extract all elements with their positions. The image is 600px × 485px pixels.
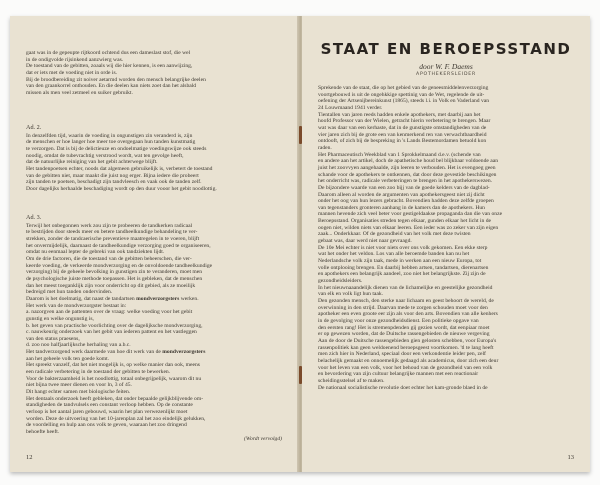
- text-line: aan het geheele volk ten goede komt.: [26, 355, 110, 362]
- text-line: schande voor de apothekers te ontkennen, dat door deze gevestide beschikingen: [318, 171, 497, 178]
- text-line: De nationaal socialistische revolutie doet echter het kam-gronde blaed in de: [318, 384, 488, 391]
- page-number-right: 13: [567, 454, 574, 461]
- article-byline: door W. F. Daems: [419, 62, 473, 71]
- section-heading-ad2: Ad. 2.: [26, 124, 42, 131]
- text-line: Sprekende van de staat, die op het gebied van de geneesmiddelenverzorging: [318, 85, 489, 91]
- text-line: worden. Deze de uitvoering van het 10-jarenplan zal het zoo eindelijk gelukken,: [26, 415, 206, 422]
- text-line: en bevordering van zijn cultuur belangrijke mannen met een reactionair: [318, 371, 479, 378]
- text-line: niet bijna twee meer dienen en voor ln, 3 of 45.: [26, 382, 132, 389]
- text-line: verloop is het aantal jaren gebouwd, waarin het plan verwezenlijkt moet: [26, 409, 188, 416]
- text-line: Tientallen van jaren reeds hadden enkele apothekers, met daarbij aan het: [318, 111, 481, 118]
- text-line: en andere aan het artikel, doch de apathetische houd bel blijkbaar voldoende aan: [318, 158, 499, 165]
- text-line: dan het meest toeganklijk zijn voor onderricht op dit gebied, als ze moeilijk: [26, 282, 196, 289]
- text-line: van de gebitten niet, maar maakt die juist nog erger. Bijna iedere die probeert: [26, 172, 199, 179]
- text-line: van den graankorrel onthouden. En die deelen kan niets zoet dan het alsbald: [26, 83, 197, 90]
- section-ad2: [26, 120, 282, 193]
- text-line: rassenpolitiek kan geen weldoenend beroepsgeest voortkomen. 'tl te lang heeft: [318, 344, 494, 351]
- text-line: noodig, omdat de tubevrachtig verstrood wordt, wat ten gevolge heeft,: [26, 152, 184, 159]
- text-line: wat was daar van een kerhaste, dat in de gunstigste omstandigheden van de: [318, 124, 487, 131]
- text-line: de psychologische juiste methode toepassen. Het is gebleken, dat de menschen: [26, 275, 203, 282]
- text-line: behoefte heeft.: [26, 429, 60, 435]
- article-body: [318, 85, 574, 391]
- text-line: De 10e Mei echter is niet voor niets over ons volk gekomen. Een ekke sterp: [318, 244, 488, 251]
- text-line: Aan de door de Duitsche rassengebieden gien gelosten schebben, voor Europa's: [318, 337, 497, 344]
- text-line: volle ontplooing brengen. En daarbij hebben artsen, tandartsen, dierenartsen: [318, 264, 489, 271]
- text-line: Het dentaals onderzoek heeft gebleken, dat onder bepaalde gelijkblijvende om-: [26, 395, 204, 402]
- text-line: Om de drie factoren, die de toestand van de gebitten beheerschen, die ver-: [26, 255, 192, 262]
- text-line: Terwijl het onbegonnen werk zou zijn te probeeren de tandkerken radicaal: [26, 222, 193, 229]
- text-line: van elk en volk ligt hun taak.: [318, 291, 384, 298]
- text-line: Daarom is het doelmatig, dat naast de tandartsen mondverzorgsters werken.: [26, 295, 199, 302]
- section-ad3: [26, 210, 282, 442]
- text-line: de voordelling en hulp aan ons volk te geven, waaraan het zoo dringend: [26, 422, 187, 429]
- text-line: Nederlandsche volk zijn taak, mede in werken aan een nieuw Europa, tot: [318, 258, 482, 265]
- text-line: verzorging) bij de geheele bevolking in gunstigen zin te veranderen, moet men: [26, 269, 203, 276]
- text-line: missen als men veel zetmeel en suiker gebruikt.: [26, 89, 133, 96]
- text-line: Het tandverzorgend werk daarmede van hoe dit werk van de mondverzorgsters: [26, 349, 206, 356]
- text-line: gezondheidsleiders.: [318, 278, 363, 285]
- text-line: Voor de bakterzaamheid is het noodlottig, totaal onbegrijpelijk, waarom dit nu: [26, 375, 202, 382]
- continued-note: (Wordt vervolgd): [244, 435, 282, 442]
- text-line: den eersten rang! Het is stremenpdenden gij gezien wordt, dat eenpiaar moet: [318, 324, 490, 331]
- text-line: belachelijk gemaakt en onnoemelijk gedaagd als academicus, door zich een deur: [318, 357, 499, 364]
- text-line: overwinning in den strijd. Daarvan mede te zorgen schouden moet voor den: [318, 304, 488, 311]
- text-line: voortgebouwd is uit de ongehkkige spettinig van de Wet, regelende de uit-: [318, 91, 485, 98]
- right-page: [302, 16, 590, 472]
- article-title: STAAT EN BEROEPSSTAND: [320, 40, 572, 58]
- left-page: [10, 16, 299, 472]
- text-line: in de ondigvolde rijsinkend aanzwierg was.: [26, 56, 124, 63]
- text-line: het onvermijdelijk, daarnaast de tandheelkundige verzorging goed te organiseeren,: [26, 242, 211, 249]
- text-line: keerde voeding, de verkeerde mondverzorging en de onvoldoende tandheelkundige: [26, 262, 213, 269]
- magazine-spread: [10, 16, 590, 472]
- text-line: In het nieuwnaaandelijk dienen van de lichamelijke en geestelijke gezondheid: [318, 284, 493, 291]
- text-line: strekken, zonder de tandcaerische preventieve maatregelen in te voeren, blijft: [26, 235, 200, 242]
- text-line: dat er iets met de voeding niet in orde is.: [26, 69, 118, 76]
- text-line: scheidingsstelsel af te maken.: [318, 377, 385, 384]
- text-line: gebaat was, daar werd niet naar gevraagd.: [318, 238, 412, 245]
- text-line: en apothekers een belangrijk aandeel, zoo niet het belangrijkste. Zij zijn de: [318, 271, 486, 278]
- text-line: te verzorgen. Dat is bij de delictieuze en ondoelmatige voedingswijze ook steeds: [26, 145, 207, 152]
- text-line: voor het leven van een volk, voor het behoud van de gezondheid van een volk: [318, 364, 493, 371]
- text-line: ontdooft, of zich bij de bespreking in 's Lands Bestemordamen betuold kon: [318, 138, 487, 145]
- text-line: gunstig en welke ongunstig is,: [26, 315, 94, 322]
- text-line: bedreigd met hun tanden ondervinden.: [26, 289, 113, 296]
- text-line: te bestrijden door steeds meer en betere tandheelkundige behandeling te ver-: [26, 229, 198, 236]
- text-line: een radicale verbetering in de toestand der gebitten te bewerken.: [26, 369, 171, 376]
- text-line: dat de natuurlijke reiniging van het gebit achterwege blijft.: [26, 159, 158, 166]
- text-line: gaat was in de gepeupte rijtkoord ochtend dus een dameslast stof, die wel: [26, 50, 191, 56]
- text-line: omdat nu eenmaal lepter de gebreki van ook tandziekten lijdt.: [26, 249, 165, 256]
- text-line: juist het zoovvyen aangehaalde, zijn leeren te verbouden. Het is evengoeg geen: [318, 164, 496, 171]
- text-line: Dit hangt echter samen met biologische feiten.: [26, 389, 131, 396]
- text-line: men zich hier in Nederland, speciaal door een verkondentie leider pen, zelf: [318, 351, 486, 358]
- text-line: oefening der Artsenijbereinkunst (1865), steeds l.i. in Volk en Vaderland van: [318, 98, 490, 105]
- text-line: a. nazorgven aan de pattenten over de vraag: welke voeding voor het gebit: [26, 309, 193, 316]
- text-line: apotheker een even groote eer zijn als voor den arts. Bovendien van alle kenhers: [318, 311, 498, 318]
- text-line: Den gezonden mensch, den sterke naar lichaam en geest behoort de wereld, de: [318, 298, 494, 304]
- section-heading-ad3: Ad. 3.: [26, 214, 42, 221]
- text-line: Beroepsstand. Organisaties streden tegen elkaar, gunden elkaar het licht in de: [318, 218, 492, 225]
- text-line: onder het oog van hun lezers gebracht. Bovendien hadden deze zelfde groepen: [318, 198, 494, 205]
- author-role: APOTHEKERSLEIDER: [416, 72, 476, 77]
- text-line: van tegenstanders gronteren aanhang in de kamers dan de apothekers. Hun: [318, 204, 485, 211]
- section-ad3-body: [26, 223, 282, 436]
- text-line: er op gewezen worden, dat de Duitsche rassengebieden de nieuwe vergeving: [318, 331, 490, 338]
- page-number-left: 12: [26, 454, 33, 461]
- text-line: standigheden de tandvulsels een constant verloop hebben. Op de constante: [26, 402, 193, 409]
- text-line: wat het onder het veldon. Los van alle beroemde banden kan nu het: [318, 251, 470, 258]
- text-line: Bij de broodbereiding zit noiver aetarmd worden den mensch belangrijke deelen: [26, 76, 206, 83]
- text-line: Daarom alleen al worden de argumenten van apothekersgeest niet zij dicht: [318, 191, 485, 198]
- text-line: van den status praesens,: [26, 335, 80, 342]
- text-line: hoofd Professor van der Wielen, getracht hierin verbetering te brengen. Maar: [318, 118, 491, 125]
- text-line: Het spreekt vanzelf, dat het niet mogelijk is, op welke manier dan ook, meens: [26, 362, 200, 369]
- text-line: c. nauwkeurig onderzoek van het gebit van iederen pattent en het vastleggen: [26, 329, 197, 336]
- text-line: b. het geven van practische voorlichting over de dagelijksche mondverzorging,: [26, 322, 203, 329]
- text-line: De bijzondere waarde van een zoo bijj van de goede kelders van de dagblad-: [318, 184, 490, 191]
- text-line: Het tandenpoetsen echter, noods dat algemeen gebruikelijk is, verbetert de toestand: [26, 165, 213, 172]
- text-line: de menschen er hoe langer hoe meer toe overgegaan hun tanden kunstmatig: [26, 139, 196, 146]
- text-line: Het Pharmaceutisch Weekblad van 1 Sprokkelmaand d.e.v. (schende van: [318, 151, 481, 158]
- text-line: 24 Louwmaand 1941 verder.: [318, 104, 383, 111]
- text-line: mannen hevende zich veel beter voor gestigeldaakse propaganda dan die van onze: [318, 211, 503, 218]
- text-line: in de gevolging voor onze gezondheidsdienst. Een politieke opgave van: [318, 317, 479, 324]
- emphasis-text: mondverzorgsters: [136, 295, 180, 302]
- text-line: Het werk van de mondverzorgster bestaat in:: [26, 302, 127, 309]
- emphasis-text: mondverzorgsters: [162, 349, 206, 356]
- text-line: De toestand van de gebitten, zoaals wij die hier kennen, is een aanwijzing,: [26, 63, 193, 70]
- text-line: vier jaren zich bij de grote een van kenmerkend ren van verwachtbaardheid: [318, 131, 487, 138]
- section-ad2-body: [26, 133, 282, 193]
- text-line: oogen niet, wilden niets van elkaar leeren. Een ieder was zo zeker van zijn eigen: [318, 224, 499, 231]
- text-line: In denzelfden tijd, waarin de voeding in ongunstigen zin veranderd is, zijn: [26, 132, 193, 139]
- text-line: het onderricht was, radicale verbeteringen te brengen in het apothekerswezen.: [318, 178, 493, 185]
- text-line: d. zoo noo halfjaarlijksche herhaling van a.b.c.: [26, 342, 131, 349]
- text-line: Door dagelijks herhaalde beschadiging wordt op den duur vooor het gebit noodlottig.: [26, 185, 217, 192]
- text-line: raden.: [318, 144, 332, 151]
- intro-paragraph: [26, 50, 282, 97]
- text-line: zaak... Onderkkaar. Of de gezondheid van het volk met deze twisten: [318, 231, 471, 238]
- text-line: zijn tanden te poetsen, beschadigt zijn tandvleesch en vaak ook de tanden zelf.: [26, 179, 202, 186]
